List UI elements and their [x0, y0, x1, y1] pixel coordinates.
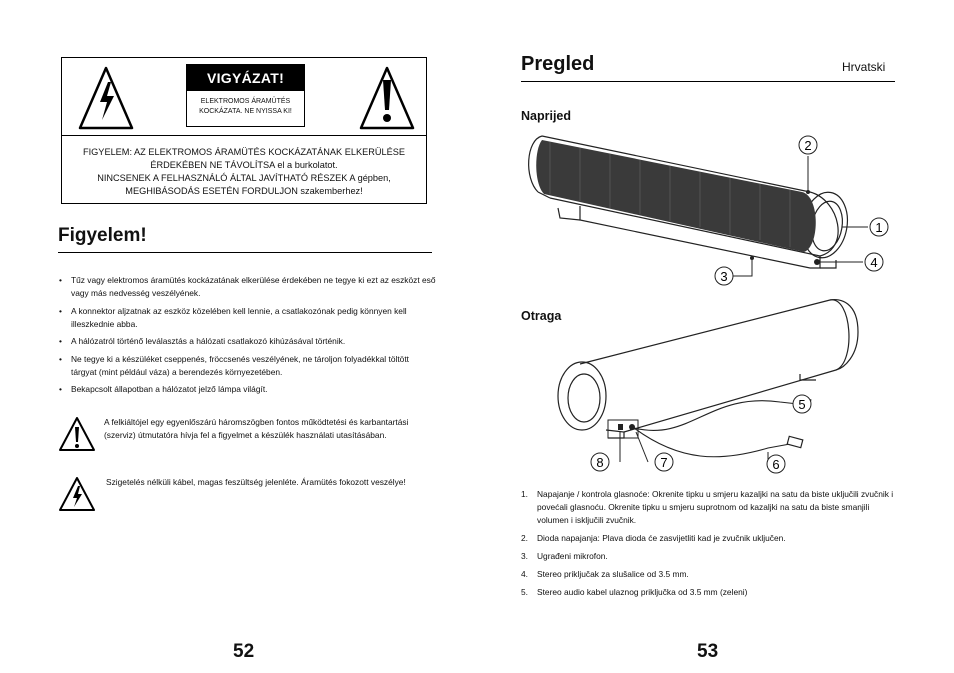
- list-item: • A hálózatról történő leválasztás a hálózati csatlakozó kihúzásával történik.: [58, 335, 436, 348]
- warning-text: [62, 146, 426, 198]
- item-text: Ugrađeni mikrofon.: [537, 551, 608, 561]
- list-item: • Ne tegye ki a készüléket cseppenés, fröccsenés veszélyének, ne tároljon folyadékkal töltött tárgyat (mint például váza) a berendezés környezetében.: [58, 353, 436, 379]
- callout-4: 4: [870, 255, 878, 270]
- warning-box: [61, 57, 427, 204]
- item-number: 1.: [521, 489, 528, 499]
- callout-7: 7: [660, 455, 668, 470]
- lightning-triangle-icon: [58, 476, 96, 512]
- component-list: [521, 488, 901, 604]
- item-number: 3.: [521, 551, 528, 561]
- list-item: [521, 488, 901, 527]
- caution-panel: [186, 64, 305, 127]
- callout-6: 6: [772, 457, 780, 472]
- heading-rule: [521, 81, 895, 82]
- caution-sub-line: KOCKÁZATA. NE NYISSA KI!: [199, 108, 292, 115]
- warning-line: FIGYELEM: AZ ELEKTROMOS ÁRAMÜTÉS KOCKÁZATÁNAK ELKERÜLÉSE: [83, 147, 405, 157]
- exclamation-note: A felkiáltójel egy egyenlőszárú háromszögben fontos működtetési és karbantartási (szerviz) útmutatóra hívja fel a figyelmet a készülék használati utasításában.: [104, 417, 409, 440]
- list-item: • Tűz vagy elektromos áramütés kockázatának elkerülése érdekében ne tegye ki ezt az eszközt eső vagy más nedvesség veszélyének.: [58, 274, 436, 300]
- speaker-back-diagram: [540, 292, 896, 482]
- callout-1: 1: [875, 220, 883, 235]
- item-number: 4.: [521, 569, 528, 579]
- page-number-left: 52: [233, 641, 255, 662]
- lightning-warning-icon: [78, 66, 134, 130]
- list-item: [521, 532, 901, 545]
- back-view-label: Otraga: [521, 309, 562, 323]
- warning-line: ÉRDEKÉBEN NE TÁVOLÍTSA el a burkolatot.: [150, 160, 338, 170]
- caution-title: VIGYÁZAT!: [187, 65, 304, 91]
- callout-3: 3: [720, 269, 728, 284]
- warning-line: MEGHIBÁSODÁS ESETÉN FORDULJON szakemberhez!: [125, 186, 363, 196]
- exclamation-warning-icon: [359, 66, 415, 130]
- heading-rule: [58, 252, 432, 253]
- caution-subtitle: [187, 91, 304, 117]
- list-item: • Bekapcsolt állapotban a hálózatot jelző lámpa világít.: [58, 383, 436, 396]
- warning-line: NINCSENEK A FELHASZNÁLÓ ÁLTAL JAVÍTHATÓ RÉSZEK A gépben,: [97, 173, 391, 183]
- list-item: [521, 550, 901, 563]
- list-item: [521, 568, 901, 581]
- exclamation-triangle-icon: [58, 416, 96, 452]
- language-label: Hrvatski: [842, 60, 886, 74]
- list-item: [521, 586, 901, 599]
- section-heading-pregled: Pregled: [521, 53, 595, 75]
- page-number-right: 53: [697, 641, 719, 662]
- list-item: • A konnektor aljzatnak az eszköz közelében kell lennie, a csatlakozónak pedig könnyen kell illeszkednie abba.: [58, 305, 436, 331]
- callout-8: 8: [596, 455, 604, 470]
- front-view-label: Naprijed: [521, 109, 572, 123]
- lightning-note: Szigetelés nélküli kábel, magas feszültség jelenléte. Áramütés fokozott veszélye!: [106, 477, 406, 487]
- speaker-front-diagram: [520, 128, 896, 288]
- callout-2: 2: [804, 138, 812, 153]
- callout-5: 5: [798, 397, 806, 412]
- item-text: Dioda napajanja: Plava dioda će zasvijetliti kad je zvučnik uključen.: [537, 533, 786, 543]
- item-number: 5.: [521, 587, 528, 597]
- item-text: Stereo priključak za slušalice od 3.5 mm.: [537, 569, 689, 579]
- section-heading-figyelem: Figyelem!: [58, 225, 147, 246]
- item-text: Stereo audio kabel ulaznog priključka od 3.5 mm (zeleni): [537, 587, 748, 597]
- item-text: Napajanje / kontrola glasnoće: Okrenite tipku u smjeru kazaljki na satu da biste uključili zvučnik i povećali glasnoću. Okrenite tipku u smjeru suprotnom od kazaljki na satu da biste smanjili volumen i isključili zvučnik.: [537, 489, 894, 525]
- item-number: 2.: [521, 533, 528, 543]
- caution-sub-line: ELEKTROMOS ÁRAMÜTÉS: [200, 98, 291, 105]
- safety-bullet-list: [58, 274, 436, 401]
- warning-box-divider: [62, 135, 426, 136]
